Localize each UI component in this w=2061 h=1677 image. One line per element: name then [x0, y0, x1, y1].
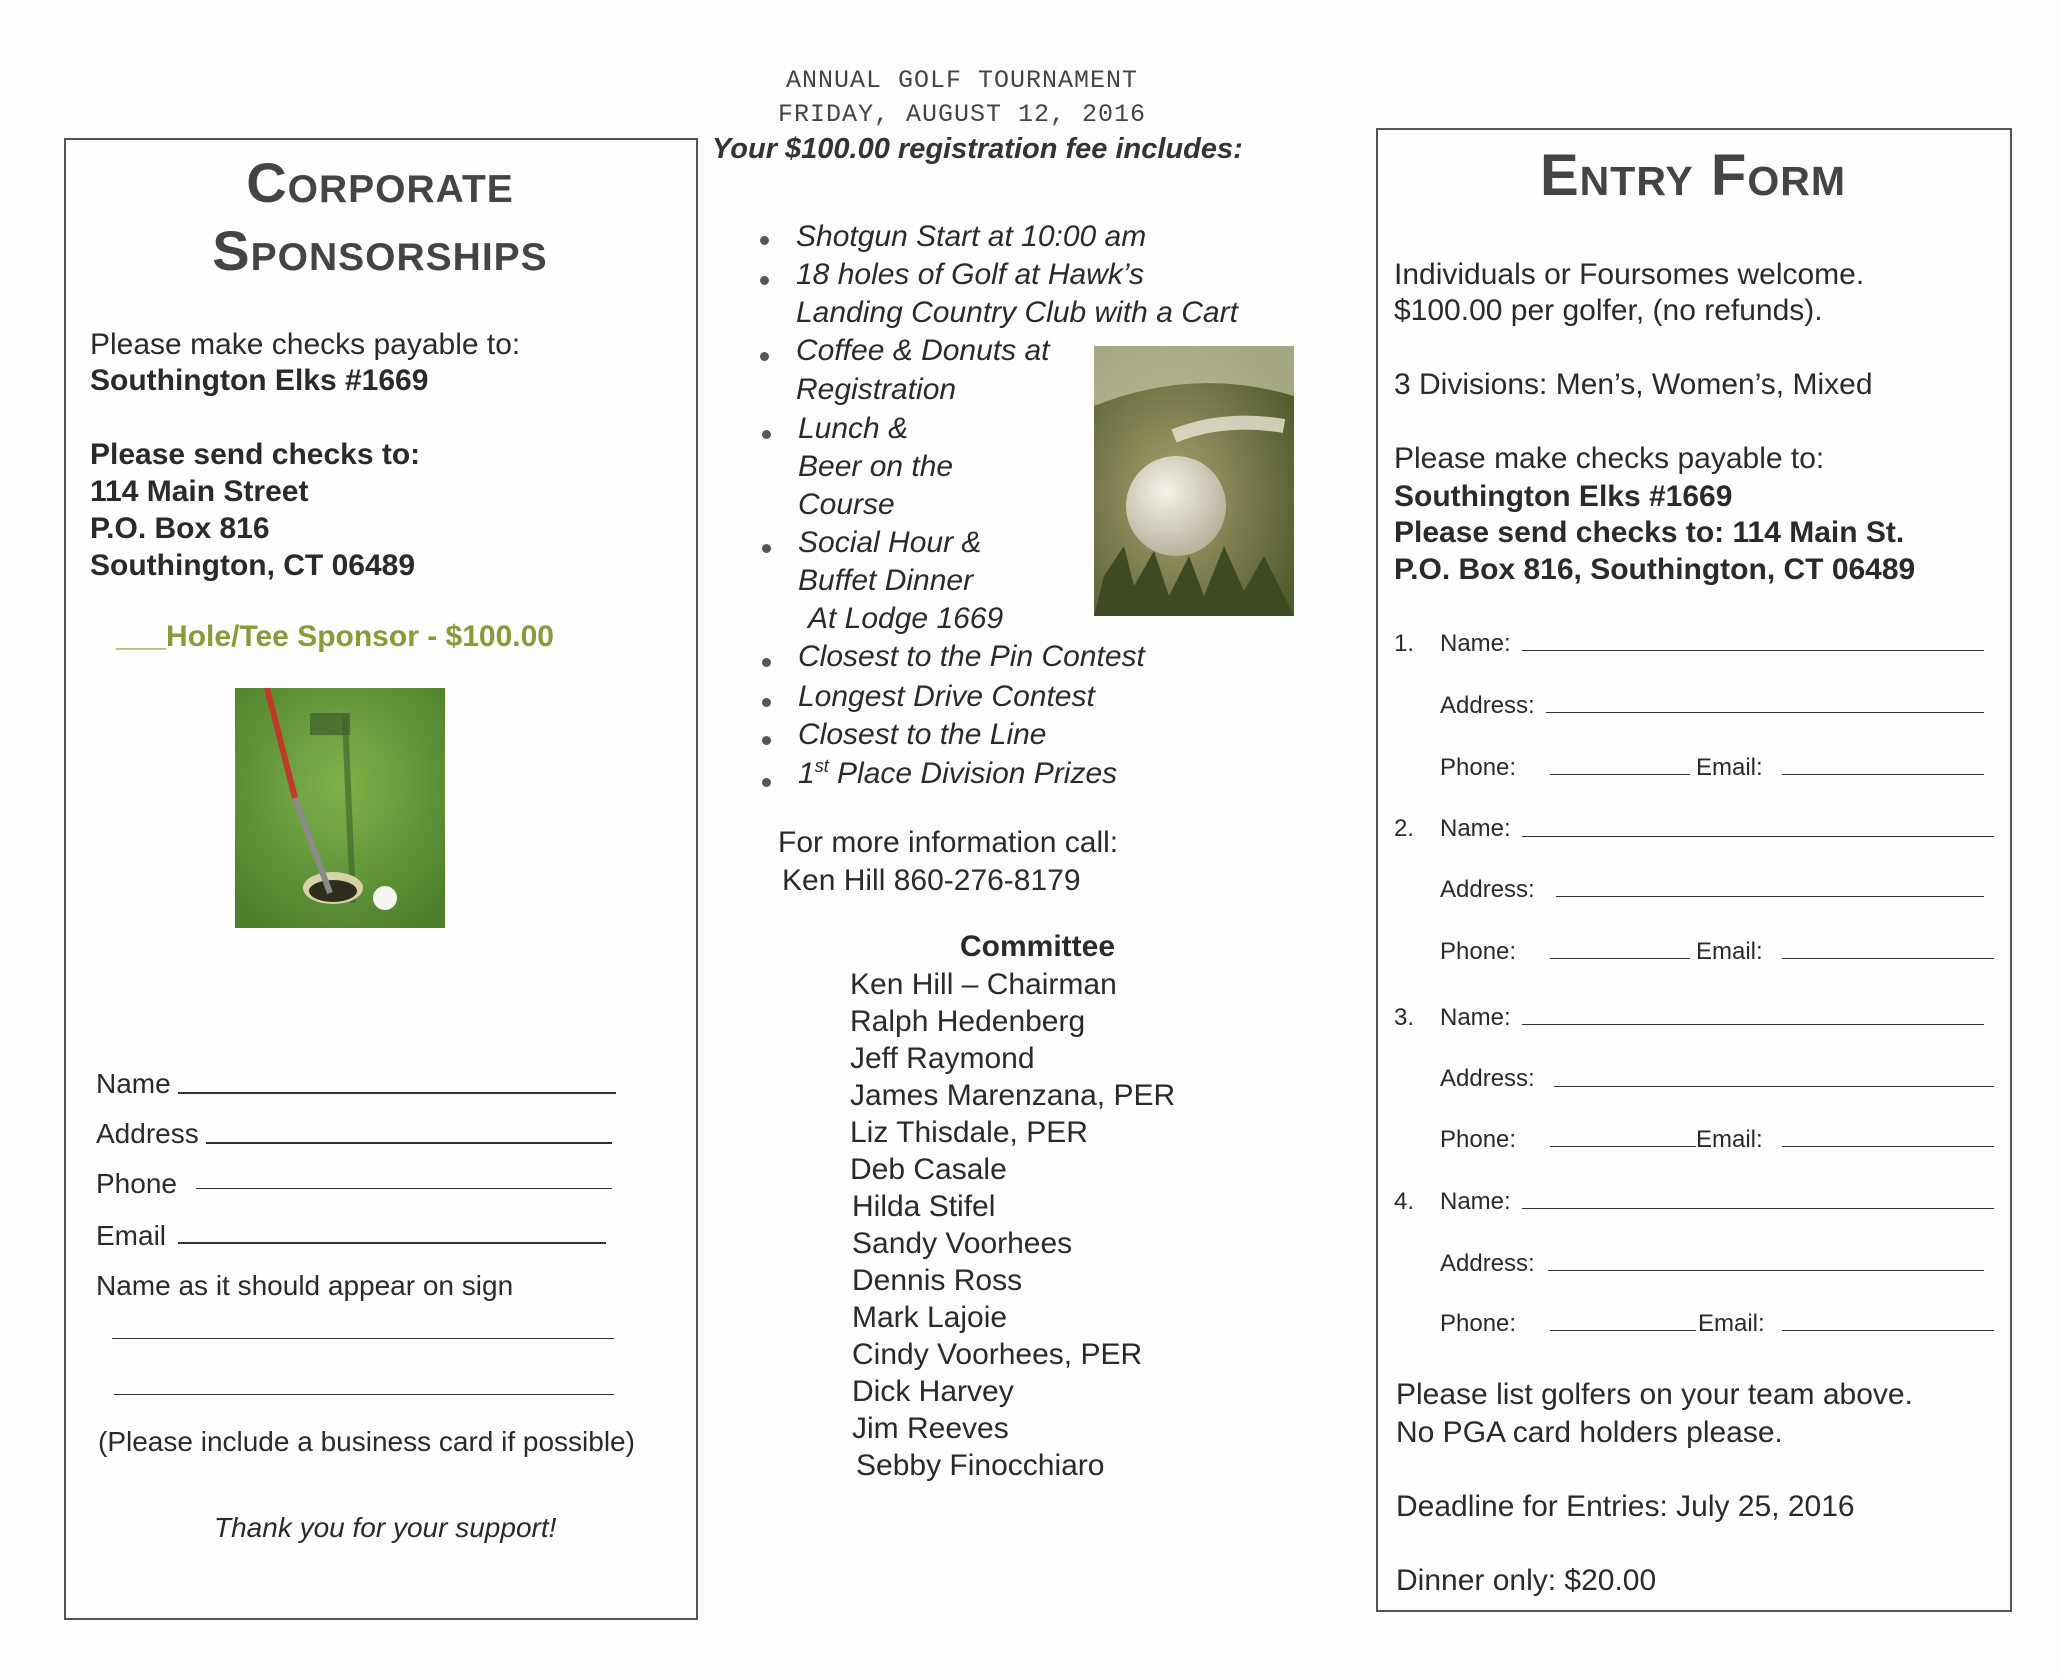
business-card-note: (Please include a business card if possible) — [98, 1426, 635, 1457]
golfer-name-line[interactable] — [1522, 836, 1994, 837]
committee-member: Jeff Raymond — [850, 1042, 1035, 1075]
info-contact[interactable]: Ken Hill 860-276-8179 — [782, 864, 1081, 897]
golfer-email-label: Email: — [1696, 1126, 1763, 1153]
golfer-email-line[interactable] — [1782, 774, 1984, 775]
committee-member: Hilda Stifel — [852, 1190, 996, 1223]
fee-heading: Your $100.00 registration fee includes: — [712, 133, 1243, 165]
bullet-dot-2 — [760, 276, 769, 285]
prize-ordinal: 1 — [798, 757, 815, 790]
committee-member: Mark Lajoie — [852, 1301, 1008, 1334]
sponsor-phone-line[interactable] — [196, 1188, 612, 1189]
golf-flag-image — [235, 688, 445, 928]
payable-name: Southington Elks #1669 — [90, 364, 429, 397]
golfer-phone-line[interactable] — [1550, 958, 1690, 959]
sponsor-email-line[interactable] — [178, 1242, 606, 1244]
include-lunch-line3: Course — [798, 488, 895, 521]
golfer-number: 3. — [1394, 1004, 1415, 1031]
golfer-address-line[interactable] — [1554, 1086, 1994, 1087]
bullet-dot-1 — [760, 236, 769, 245]
committee-member: Sandy Voorhees — [852, 1227, 1073, 1260]
golfer-email-label: Email: — [1698, 1310, 1765, 1337]
include-closest-pin: Closest to the Pin Contest — [798, 640, 1145, 673]
golfer-number: 4. — [1394, 1188, 1415, 1215]
golfer-phone-label: Phone: — [1440, 1126, 1517, 1153]
golfer-email-line[interactable] — [1782, 1146, 1994, 1147]
include-holes-line1: 18 holes of Golf at Hawk’s — [796, 258, 1144, 291]
golfer-phone-line[interactable] — [1550, 774, 1690, 775]
bullet-dot-4 — [762, 430, 771, 439]
entry-send-line2: P.O. Box 816, Southington, CT 06489 — [1394, 553, 1916, 586]
sign-name-label: Name as it should appear on sign — [96, 1270, 514, 1301]
committee-member: Cindy Voorhees, PER — [852, 1338, 1143, 1371]
bullet-dot-7 — [762, 698, 771, 707]
golfer-name-label: Name: — [1440, 1004, 1511, 1031]
sign-name-line1[interactable] — [112, 1338, 614, 1339]
golfer-address-label: Address: — [1440, 1065, 1535, 1092]
dinner-only-price: Dinner only: $20.00 — [1396, 1564, 1657, 1597]
golfer-name-label: Name: — [1440, 630, 1511, 657]
include-closest-line: Closest to the Line — [798, 718, 1047, 751]
golfer-phone-label: Phone: — [1440, 1310, 1517, 1337]
golfer-email-label: Email: — [1696, 938, 1763, 965]
team-note-line1: Please list golfers on your team above. — [1396, 1378, 1913, 1411]
address-line2: P.O. Box 816 — [90, 512, 270, 545]
bullet-dot-5 — [762, 544, 771, 553]
bullet-dot-8 — [762, 736, 771, 745]
golfer-number: 1. — [1394, 630, 1415, 657]
sponsor-name-label: Name — [96, 1068, 171, 1099]
address-line1: 114 Main Street — [90, 475, 309, 508]
sponsor-email-label: Email — [96, 1220, 167, 1251]
welcome-line2: $100.00 per golfer, (no refunds). — [1394, 294, 1823, 327]
entry-payable-name: Southington Elks #1669 — [1394, 480, 1733, 513]
include-longest-drive: Longest Drive Contest — [798, 680, 1095, 713]
committee-member: Ralph Hedenberg — [850, 1005, 1086, 1038]
send-label: Please send checks to: — [90, 438, 421, 471]
entry-deadline: Deadline for Entries: July 25, 2016 — [1396, 1490, 1855, 1523]
include-lunch-line1: Lunch & — [798, 412, 909, 445]
sign-name-line2[interactable] — [114, 1394, 614, 1395]
team-note-line2: No PGA card holders please. — [1396, 1416, 1783, 1449]
include-coffee-line2: Registration — [796, 373, 957, 406]
golfer-address-label: Address: — [1440, 1250, 1535, 1277]
golfer-name-label: Name: — [1440, 815, 1511, 842]
entry-form-title: Entry Form — [1540, 143, 1846, 208]
include-holes-line2: Landing Country Club with a Cart — [796, 296, 1238, 329]
include-division-prizes — [798, 756, 1117, 791]
golfer-phone-label: Phone: — [1440, 938, 1517, 965]
sponsor-name-line[interactable] — [178, 1092, 616, 1094]
tournament-title: ANNUAL GOLF TOURNAMENT — [786, 66, 1139, 95]
golfer-name-label: Name: — [1440, 1188, 1511, 1215]
committee-member: Sebby Finocchiaro — [856, 1449, 1105, 1482]
golfer-address-line[interactable] — [1548, 1270, 1984, 1271]
sponsor-option[interactable]: ___Hole/Tee Sponsor - $100.00 — [116, 620, 554, 653]
golfer-name-line[interactable] — [1522, 1208, 1994, 1209]
sponsor-phone-label: Phone — [96, 1168, 177, 1199]
bullet-dot-9 — [762, 778, 771, 787]
include-social-line1: Social Hour & — [798, 526, 982, 559]
sponsorship-title-line2: Sponsorships — [212, 219, 548, 282]
entry-payable-label: Please make checks payable to: — [1394, 442, 1825, 475]
golfer-address-label: Address: — [1440, 876, 1535, 903]
golfer-email-line[interactable] — [1782, 958, 1994, 959]
sponsor-address-line[interactable] — [206, 1142, 612, 1144]
include-shotgun: Shotgun Start at 10:00 am — [796, 220, 1147, 253]
thank-you-note: Thank you for your support! — [214, 1512, 557, 1543]
golf-ball-image — [1094, 346, 1294, 616]
bullet-dot-3 — [760, 352, 769, 361]
committee-member: Liz Thisdale, PER — [850, 1116, 1088, 1149]
address-line3: Southington, CT 06489 — [90, 549, 416, 582]
tournament-date: FRIDAY, AUGUST 12, 2016 — [778, 100, 1147, 129]
prize-label: Place Division Prizes — [828, 757, 1118, 790]
golfer-phone-label: Phone: — [1440, 754, 1517, 781]
committee-heading: Committee — [960, 930, 1116, 963]
sponsor-address-label: Address — [96, 1118, 199, 1149]
payable-label: Please make checks payable to: — [90, 328, 521, 361]
golfer-phone-line[interactable] — [1550, 1146, 1696, 1147]
sponsorship-title-line1: Corporate — [246, 151, 514, 214]
golfer-address-line[interactable] — [1556, 896, 1984, 897]
welcome-line1: Individuals or Foursomes welcome. — [1394, 258, 1865, 291]
entry-send-line1: Please send checks to: 114 Main St. — [1394, 516, 1905, 549]
include-social-line3: At Lodge 1669 — [808, 602, 1004, 635]
bullet-dot-6 — [762, 658, 771, 667]
committee-member: Deb Casale — [850, 1153, 1007, 1186]
committee-member: James Marenzana, PER — [850, 1079, 1176, 1112]
golfer-address-label: Address: — [1440, 692, 1535, 719]
committee-member: Dennis Ross — [852, 1264, 1023, 1297]
golfer-name-line[interactable] — [1522, 650, 1984, 651]
committee-member: Jim Reeves — [852, 1412, 1009, 1445]
committee-member: Ken Hill – Chairman — [850, 968, 1117, 1001]
prize-ordinal-suffix: st — [814, 756, 829, 776]
golfer-number: 2. — [1394, 815, 1415, 842]
include-social-line2: Buffet Dinner — [798, 564, 974, 597]
divisions: 3 Divisions: Men’s, Women’s, Mixed — [1394, 368, 1873, 401]
golfer-email-line[interactable] — [1782, 1330, 1994, 1331]
include-lunch-line2: Beer on the — [798, 450, 954, 483]
committee-member: Dick Harvey — [852, 1375, 1014, 1408]
golfer-phone-line[interactable] — [1550, 1330, 1696, 1331]
include-coffee-line1: Coffee & Donuts at — [796, 334, 1050, 367]
info-label: For more information call: — [778, 826, 1119, 859]
golfer-address-line[interactable] — [1546, 712, 1984, 713]
golfer-name-line[interactable] — [1522, 1024, 1984, 1025]
golfer-email-label: Email: — [1696, 754, 1763, 781]
